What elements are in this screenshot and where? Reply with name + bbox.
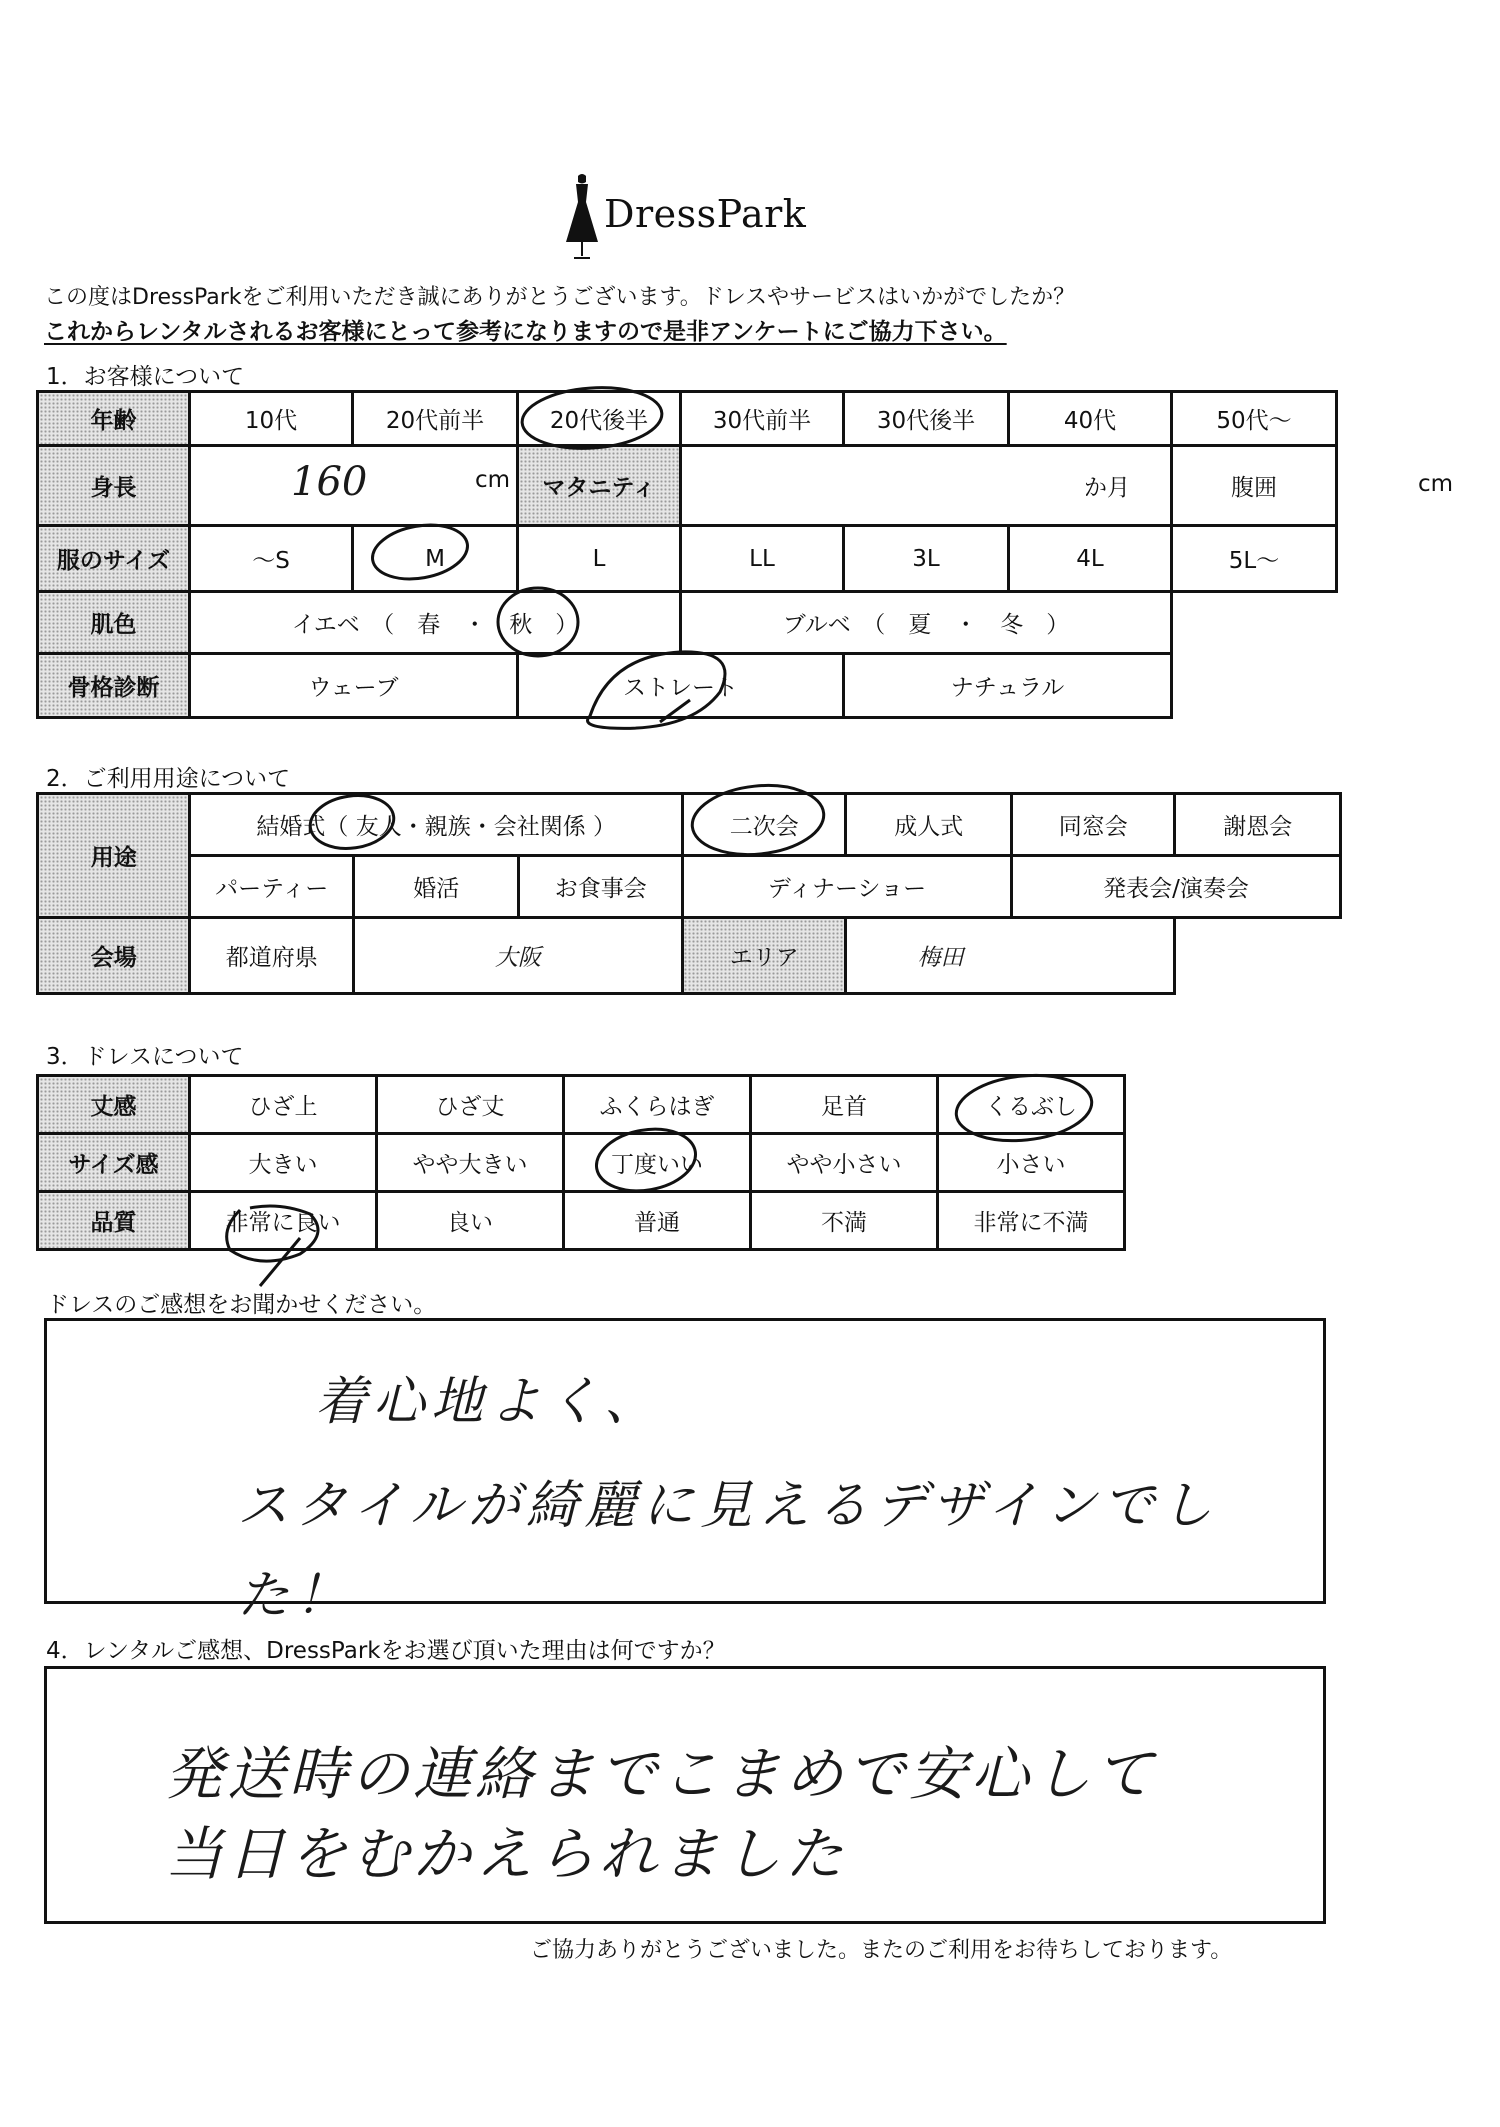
quality-option[interactable]: 非常に不満 xyxy=(938,1192,1125,1250)
size-option[interactable]: 5L～ xyxy=(1172,526,1337,592)
age-option-selected[interactable]: 20代後半 xyxy=(518,392,681,446)
dress-comment-line2: スタイルが綺麗に見えるデザインでした！ xyxy=(237,1476,1219,1626)
empty-cell xyxy=(1175,918,1341,994)
prefecture-label: 都道府県 xyxy=(190,918,354,994)
belly-field[interactable] xyxy=(1172,446,1453,526)
empty-cell xyxy=(1172,654,1337,718)
frame-label: 骨格診断 xyxy=(38,654,190,718)
purpose-option[interactable]: 発表会/演奏会 xyxy=(1011,856,1340,918)
age-option[interactable]: 30代後半 xyxy=(844,392,1009,446)
skin-yellow-option[interactable]: イエベ （ 春 ・ 秋 ） xyxy=(190,592,681,654)
purpose-option[interactable]: 婚活 xyxy=(353,856,519,918)
purpose-option[interactable]: ディナーショー xyxy=(682,856,1011,918)
quality-option[interactable]: 良い xyxy=(377,1192,564,1250)
fit-option[interactable]: やや大きい xyxy=(377,1134,564,1192)
reason-answer-box[interactable] xyxy=(44,1666,1326,1924)
purpose-option[interactable]: お食事会 xyxy=(519,856,683,918)
age-option[interactable]: 50代～ xyxy=(1172,392,1337,446)
fit-option[interactable]: やや小さい xyxy=(751,1134,938,1192)
purpose-option[interactable]: 同窓会 xyxy=(1011,794,1175,856)
size-option[interactable]: ～S xyxy=(190,526,353,592)
quality-option[interactable]: 不満 xyxy=(751,1192,938,1250)
intro-text: この度はDressParkをご利用いただき誠にありがとうございます。ドレスやサービスはいかがでしたか？ xyxy=(44,285,1076,310)
height-value: 160 xyxy=(291,459,368,505)
length-option-selected[interactable]: くるぶし xyxy=(938,1076,1125,1134)
thanks-message: ご協力ありがとうございました。またのご利用をお待ちしております。 xyxy=(530,1938,1233,1963)
purpose-option[interactable]: パーティー xyxy=(190,856,354,918)
height-field[interactable] xyxy=(190,446,518,526)
reason-answer-line1: 発送時の連絡までこまめで安心して xyxy=(165,1740,1158,1808)
venue-label: 会場 xyxy=(38,918,190,994)
prefecture-value[interactable]: 大阪 xyxy=(353,918,682,994)
purpose-wedding[interactable]: 結婚式（ 友人・親族・会社関係 ） xyxy=(190,794,683,856)
size-option[interactable]: L xyxy=(518,526,681,592)
height-unit: cm xyxy=(474,467,510,493)
intro-request: これからレンタルされるお客様にとって参考になりますので是非アンケートにご協力下さい。 xyxy=(44,319,1007,345)
size-label: 服のサイズ xyxy=(38,526,190,592)
age-option[interactable]: 20代前半 xyxy=(353,392,518,446)
purpose-label: 用途 xyxy=(38,794,190,918)
dress-table xyxy=(36,1074,1126,1251)
dress-comment-line1: 着心地よく、 xyxy=(315,1372,662,1432)
usage-table xyxy=(36,792,1342,995)
section3-title: 3．ドレスについて xyxy=(46,1044,244,1070)
purpose-option[interactable]: 成人式 xyxy=(846,794,1012,856)
size-option-selected[interactable]: M xyxy=(353,526,518,592)
length-option[interactable]: 足首 xyxy=(751,1076,938,1134)
age-option[interactable]: 10代 xyxy=(190,392,353,446)
dress-comment-box[interactable] xyxy=(44,1318,1326,1626)
size-option[interactable]: 3L xyxy=(844,526,1009,592)
length-label: 丈感 xyxy=(38,1076,190,1134)
purpose-option[interactable]: 謝恩会 xyxy=(1175,794,1341,856)
empty-cell xyxy=(1172,592,1337,654)
quality-option[interactable]: 普通 xyxy=(564,1192,751,1250)
fit-option[interactable]: 小さい xyxy=(938,1134,1125,1192)
reason-answer-line2: 当日をむかえられました xyxy=(165,1820,848,1888)
length-option[interactable]: ふくらはぎ xyxy=(564,1076,751,1134)
skin-blue-option[interactable]: ブルベ （ 夏 ・ 冬 ） xyxy=(681,592,1172,654)
age-label: 年齢 xyxy=(38,392,190,446)
belly-unit: cm xyxy=(1417,471,1453,497)
section2-title: 2．ご利用用途について xyxy=(46,766,291,792)
brand-name: DressPark xyxy=(604,192,807,236)
frame-option[interactable]: ウェーブ xyxy=(190,654,518,718)
age-option[interactable]: 30代前半 xyxy=(681,392,844,446)
belly-label: 腹囲 xyxy=(1231,475,1277,501)
size-option[interactable]: 4L xyxy=(1009,526,1172,592)
area-label: エリア xyxy=(682,918,846,994)
months-field[interactable] xyxy=(681,446,1172,526)
skin-label: 肌色 xyxy=(38,592,190,654)
quality-label: 品質 xyxy=(38,1192,190,1250)
size-option[interactable]: LL xyxy=(681,526,844,592)
fit-option-selected[interactable]: 丁度いい xyxy=(564,1134,751,1192)
length-option[interactable]: ひざ丈 xyxy=(377,1076,564,1134)
purpose-afterparty-selected[interactable]: 二次会 xyxy=(682,794,846,856)
customer-table xyxy=(36,390,1453,719)
height-label: 身長 xyxy=(38,446,190,526)
maternity-label: マタニティ xyxy=(518,446,681,526)
quality-option-selected[interactable]: 非常に良い xyxy=(190,1192,377,1250)
age-option[interactable]: 40代 xyxy=(1009,392,1172,446)
area-value[interactable]: 梅田 xyxy=(846,918,1175,994)
frame-option[interactable]: ナチュラル xyxy=(844,654,1172,718)
fit-option[interactable]: 大きい xyxy=(190,1134,377,1192)
fit-label: サイズ感 xyxy=(38,1134,190,1192)
dress-comment-prompt: ドレスのご感想をお聞かせください。 xyxy=(46,1292,437,1318)
length-option[interactable]: ひざ上 xyxy=(190,1076,377,1134)
section4-title: 4．レンタルご感想、DressParkをお選び頂いた理由は何ですか？ xyxy=(46,1638,726,1664)
months-unit: か月 xyxy=(1084,475,1130,501)
frame-option-selected[interactable]: ストレート xyxy=(518,654,844,718)
section1-title: 1．お客様について xyxy=(46,364,245,390)
